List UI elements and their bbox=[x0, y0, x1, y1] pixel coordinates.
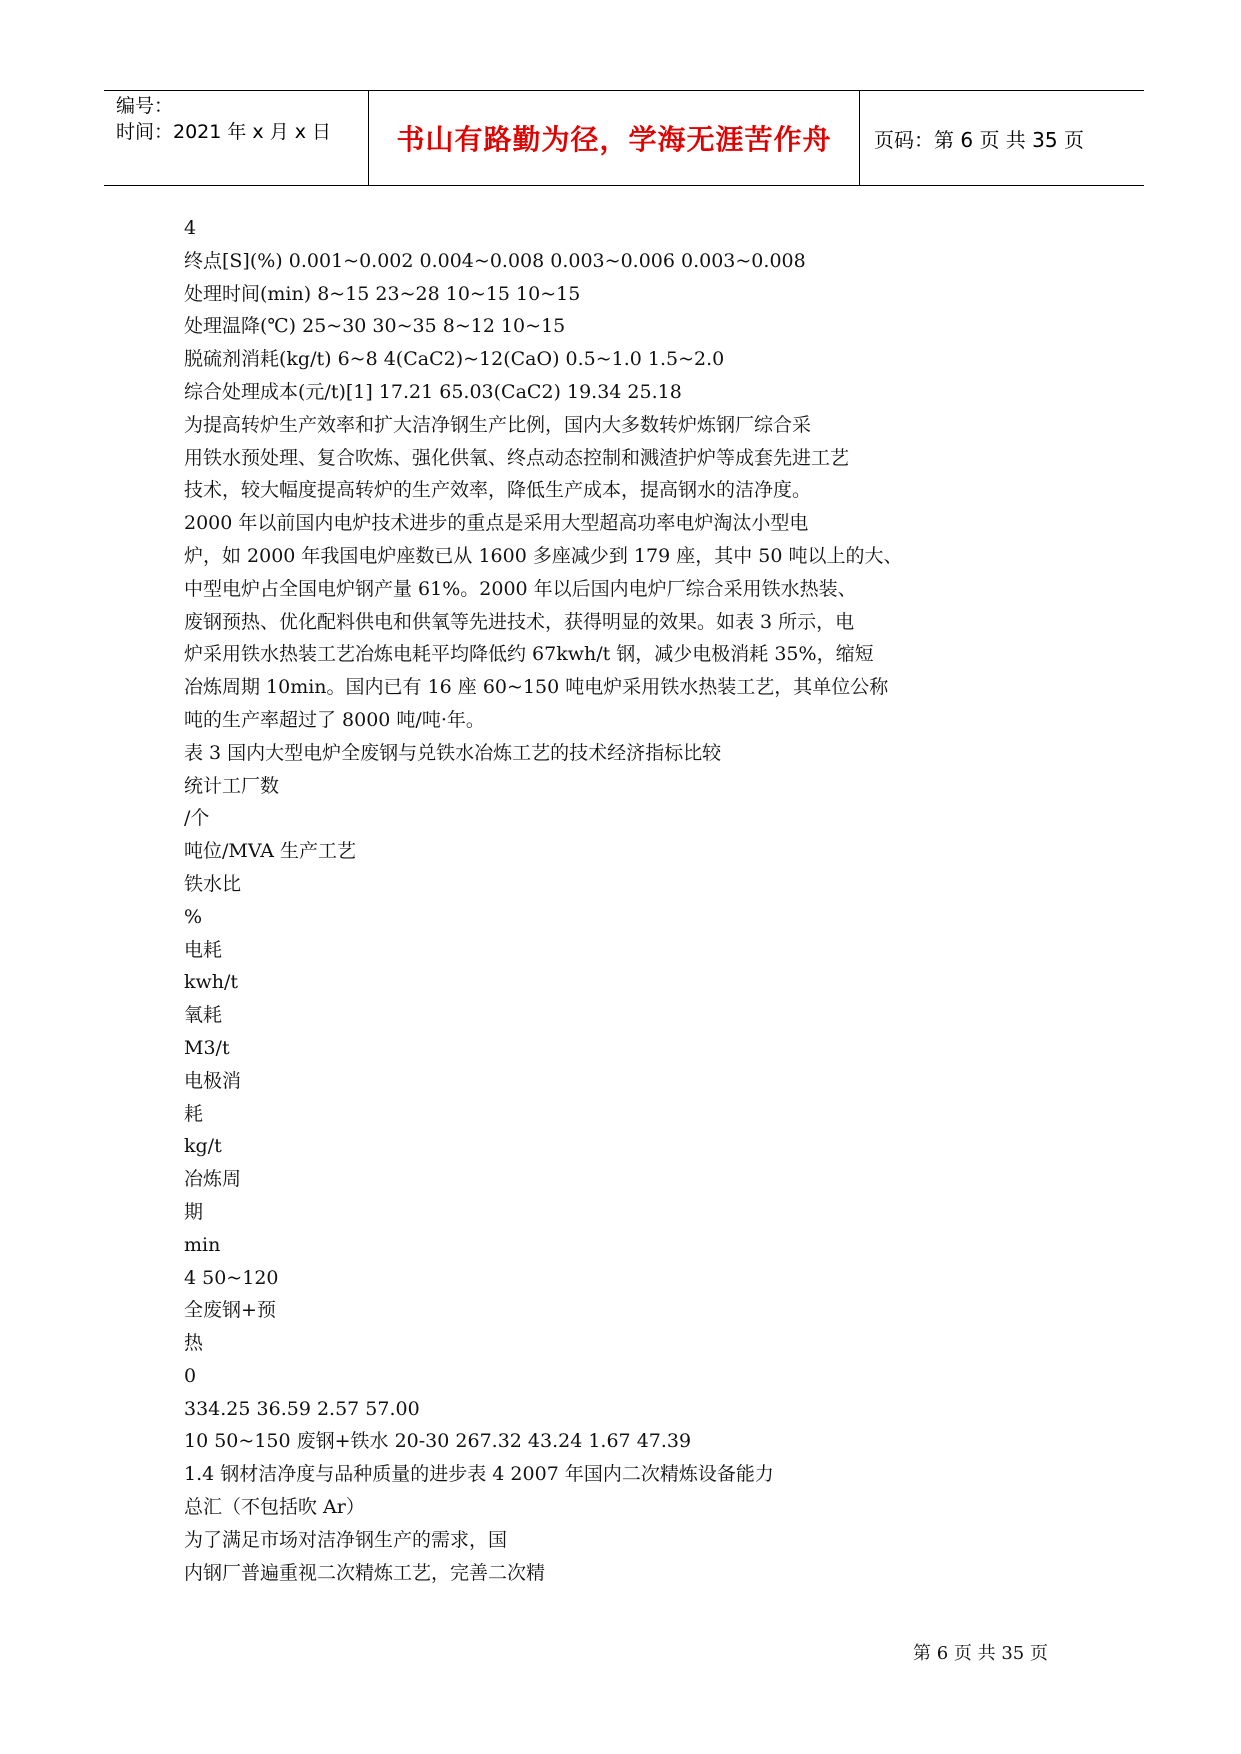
text-line: 中型电炉占全国电炉钢产量 61%。2000 年以后国内电炉厂综合采用铁水热装、 bbox=[184, 577, 857, 600]
text-line: 0 bbox=[184, 1364, 197, 1387]
text-line: 334.25 36.59 2.57 57.00 bbox=[184, 1397, 420, 1420]
text-line: 统计工厂数 bbox=[184, 774, 280, 797]
text-line: 2000 年以前国内电炉技术进步的重点是采用大型超高功率电炉淘汰小型电 bbox=[184, 512, 809, 535]
header-page-number: 页码：第 6 页 共 35 页 bbox=[874, 127, 1084, 152]
header-motto: 书山有路勤为径，学海无涯苦作舟 bbox=[396, 123, 832, 156]
text-line: 内钢厂普遍重视二次精炼工艺，完善二次精 bbox=[184, 1561, 546, 1584]
text-line: 电耗 bbox=[184, 938, 223, 961]
text-line: kwh/t bbox=[184, 971, 239, 994]
text-line: 技术，较大幅度提高转炉的生产效率，降低生产成本，提高钢水的洁净度。 bbox=[184, 479, 812, 502]
text-line: 冶炼周期 10min。国内已有 16 座 60~150 吨电炉采用铁水热装工艺，其单位公称 bbox=[184, 676, 889, 699]
text-line: 电极消 bbox=[184, 1069, 242, 1092]
text-line: 铁水比 bbox=[184, 872, 242, 895]
text-line: 处理温降(℃) 25~30 30~35 8~12 10~15 bbox=[184, 315, 566, 338]
footer-page-number: 第 6 页 共 35 页 bbox=[913, 1643, 1048, 1664]
number-label: 编号： bbox=[116, 95, 174, 117]
text-line: 表 3 国内大型电炉全废钢与兑铁水冶炼工艺的技术经济指标比较 bbox=[184, 741, 722, 764]
text-line: 炉，如 2000 年我国电炉座数已从 1600 多座减少到 179 座，其中 50 吨以上的大、 bbox=[184, 544, 903, 567]
time-label: 时间：2021 年 x 月 x 日 bbox=[116, 121, 332, 143]
text-line: % bbox=[184, 905, 203, 928]
header-divider bbox=[859, 91, 860, 185]
text-line: 冶炼周 bbox=[184, 1168, 242, 1191]
text-line: 总汇（不包括吹 Ar） bbox=[184, 1496, 365, 1519]
text-line: 炉采用铁水热装工艺冶炼电耗平均降低约 67kwh/t 钢，减少电极消耗 35%，缩短 bbox=[184, 643, 874, 666]
text-line: 全废钢+预 bbox=[184, 1299, 276, 1322]
document-body bbox=[184, 212, 1084, 1589]
text-line: 氧耗 bbox=[184, 1004, 223, 1027]
text-line: 为了满足市场对洁净钢生产的需求，国 bbox=[184, 1528, 508, 1551]
text-line: 10 50~150 废钢+铁水 20-30 267.32 43.24 1.67 47.39 bbox=[184, 1430, 692, 1453]
text-line: 耗 bbox=[184, 1102, 204, 1125]
text-line: min bbox=[184, 1233, 221, 1256]
text-line: 脱硫剂消耗(kg/t) 6~8 4(CaC2)~12(CaO) 0.5~1.0 1.5~2.0 bbox=[184, 348, 725, 371]
text-line: /个 bbox=[184, 807, 210, 830]
text-line: 终点[S](%) 0.001~0.002 0.004~0.008 0.003~0.006 0.003~0.008 bbox=[184, 249, 806, 272]
text-line: kg/t bbox=[184, 1135, 222, 1158]
text-line: 4 50~120 bbox=[184, 1266, 279, 1289]
text-line: M3/t bbox=[184, 1036, 230, 1059]
text-line: 处理时间(min) 8~15 23~28 10~15 10~15 bbox=[184, 282, 581, 305]
text-line: 4 bbox=[184, 217, 197, 239]
text-line: 吨的生产率超过了 8000 吨/吨·年。 bbox=[184, 708, 485, 731]
text-line: 期 bbox=[184, 1200, 204, 1223]
text-line: 热 bbox=[184, 1332, 204, 1355]
text-line: 用铁水预处理、复合吹炼、强化供氧、终点动态控制和溅渣护炉等成套先进工艺 bbox=[184, 446, 850, 469]
text-line: 综合处理成本(元/t)[1] 17.21 65.03(CaC2) 19.34 25.18 bbox=[184, 380, 682, 403]
header-meta bbox=[116, 93, 366, 145]
text-line: 吨位/MVA 生产工艺 bbox=[184, 840, 357, 863]
text-line: 废钢预热、优化配料供电和供氧等先进技术，获得明显的效果。如表 3 所示，电 bbox=[184, 610, 855, 633]
page-header bbox=[104, 90, 1144, 186]
text-line: 1.4 钢材洁净度与品种质量的进步表 4 2007 年国内二次精炼设备能力 bbox=[184, 1463, 774, 1486]
text-line: 为提高转炉生产效率和扩大洁净钢生产比例，国内大多数转炉炼钢厂综合采 bbox=[184, 413, 812, 436]
